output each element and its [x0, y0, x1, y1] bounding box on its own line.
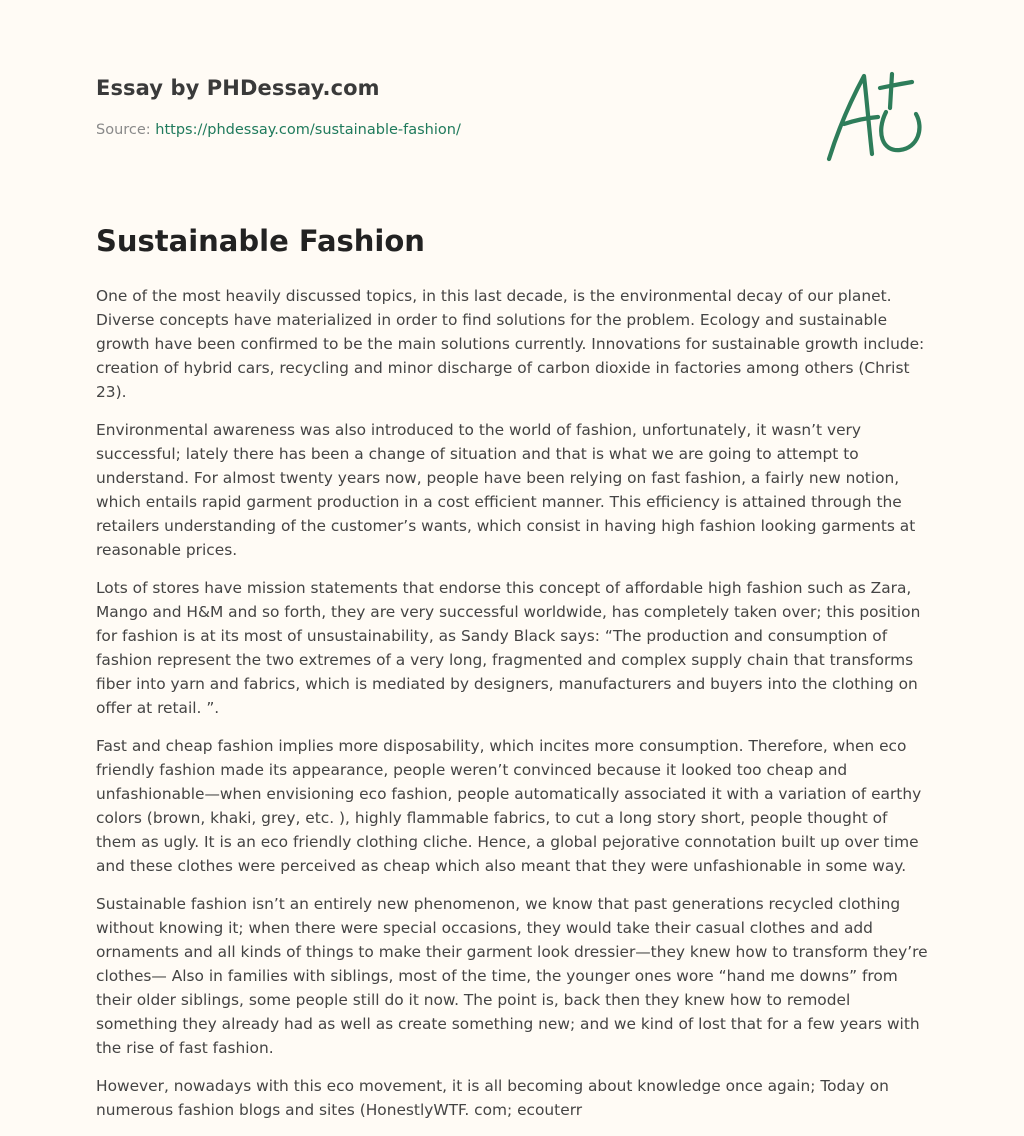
essay-paragraph: Environmental awareness was also introduced to the world of fashion, unfortunately, it wasn’t very successful; lately there has been a change of situation and that is what we are going to attempt to understand. For almost twenty years now, people have been relying on fast fashion, a fairly new notion, which entails rapid garment production in a cost efficient manner. This efficiency is attained through the retailers understanding of the customer’s wants, which consist in having high fashion looking garments at reasonable prices. — [96, 421, 916, 559]
essay-paragraph: Lots of stores have mission statements that endorse this concept of affordable high fashion such as Zara, Mango and H&M and so forth, they are very successful worldwide, has completely taken over; this position for fashion is at its most of unsustainability, as Sandy Black says: “The production and consumption of fashion represent the two extremes of a very long, fragmented and complex supply chain that transforms fiber into yarn and fabrics, which is mediated by designers, manufacturers and buyers into the clothing on offer at retail. ”. — [96, 579, 921, 717]
essay-paragraph: One of the most heavily discussed topics, in this last decade, is the environmental decay of our planet. Diverse concepts have materialized in order to find solutions for the problem. Ecology and sustainable growth have been confirmed to be the main solutions currently. Innovations for sustainable growth include: creation of hybrid cars, recycling and minor discharge of carbon dioxide in factories among others (Christ 23). — [96, 287, 925, 401]
a-plus-grade-icon — [820, 68, 932, 168]
plus-vertical — [890, 74, 892, 108]
plus-tail-loop — [881, 112, 919, 150]
source-label: Source: — [96, 122, 151, 138]
essay-paragraph: Sustainable fashion isn’t an entirely new phenomenon, we know that past generations recycled clothing without knowing it; when there were special occasions, they would take their casual clothes and add ornaments and all kinds of things to make their garment look dressier—they knew how to transform they’re clothes— Also in families with siblings, most of the time, the younger ones wore “hand me downs” from their older siblings, some people still do it now. The point is, back then they knew how to remodel something they already had as well as create something new; and we kind of lost that for a few years with the rise of fast fashion. — [96, 895, 928, 1057]
letter-a-bar — [844, 117, 878, 124]
essay-title: Sustainable Fashion — [96, 224, 425, 258]
brand-name: Essay by PHDessay.com — [96, 76, 380, 100]
page-header — [96, 76, 461, 138]
essay-paragraph: However, nowadays with this eco movement, it is all becoming about knowledge once again; Today on numerous fashion blogs and sites (HonestlyWTF. com; ecouterr — [96, 1077, 889, 1119]
essay-body — [96, 284, 930, 1136]
source-link[interactable]: https://phdessay.com/sustainable-fashion/ — [155, 122, 461, 138]
essay-paragraph: Fast and cheap fashion implies more disposability, which incites more consumption. Therefore, when eco friendly fashion made its appearance, people weren’t convinced because it looked too cheap and unfashionable—when envisioning eco fashion, people automatically associated it with a variation of earthy colors (brown, khaki, grey, etc. ), highly flammable fabrics, to cut a long story short, people thought of them as ugly. It is an eco friendly clothing cliche. Hence, a global pejorative connotation built up over time and these clothes were perceived as cheap which also meant that they were unfashionable in some way. — [96, 737, 922, 875]
plus-horizontal — [880, 82, 912, 88]
source-line — [96, 122, 461, 138]
